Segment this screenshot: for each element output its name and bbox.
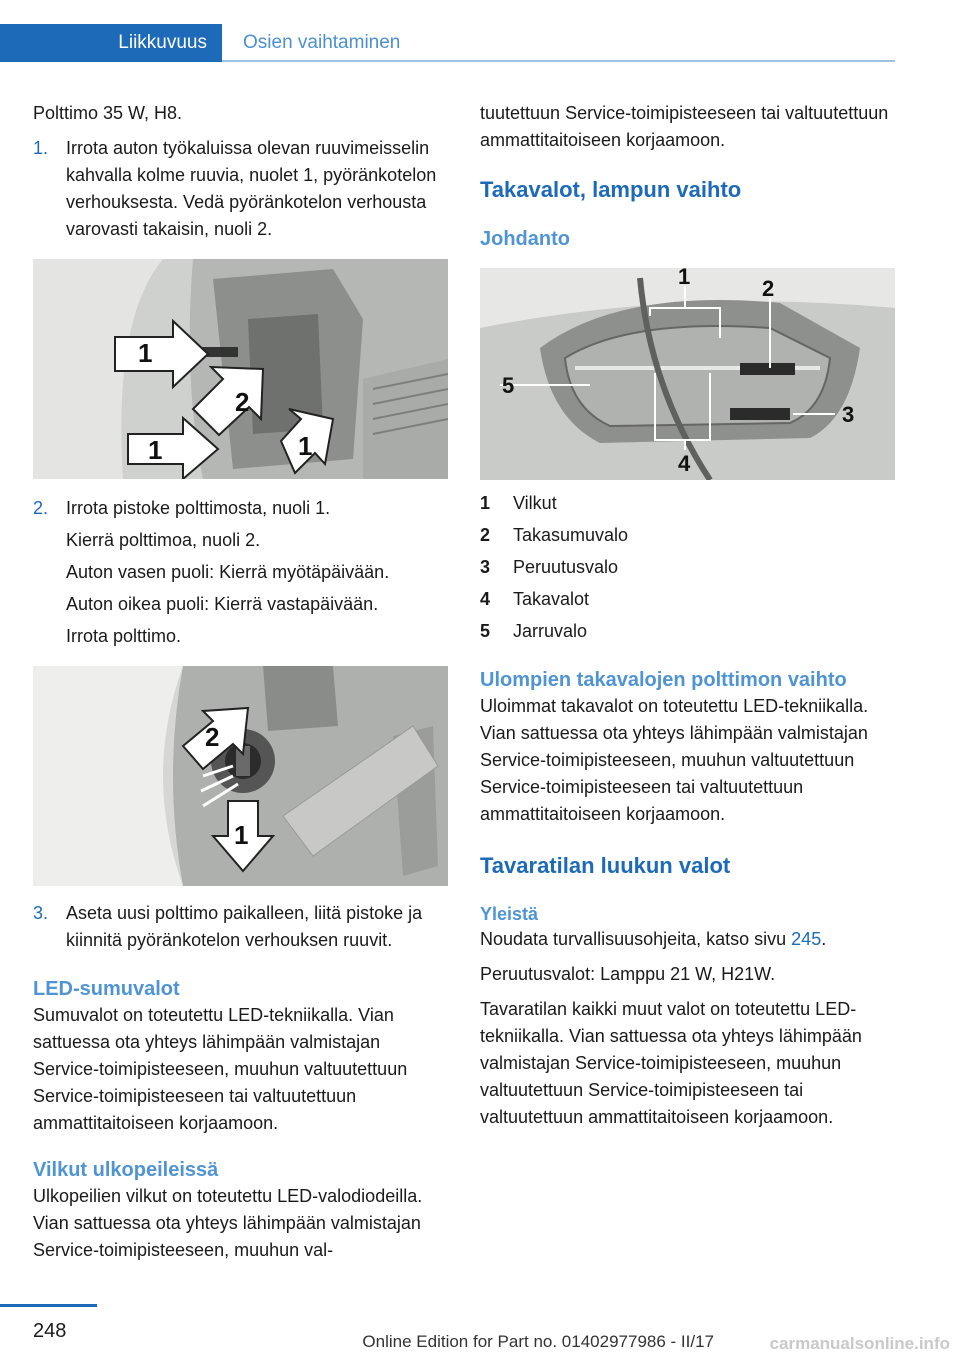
step-2 — [33, 495, 448, 650]
fig1-label: 1 — [298, 431, 313, 461]
heading-ulompien: Ulompien takavalojen polttimon vaihto — [480, 669, 847, 691]
step-line: Irrota polttimo. — [66, 626, 182, 646]
page-number: 248 — [33, 1320, 67, 1342]
fig2-label: 1 — [234, 820, 249, 850]
figure-legend — [480, 490, 895, 645]
figure-bulb-socket — [33, 666, 448, 886]
tab-liikkuvuus[interactable]: Liikkuvuus — [0, 24, 222, 62]
bulb-socket-illustration — [33, 666, 448, 886]
fig1-label: 2 — [235, 387, 250, 417]
figure-wheel-housing — [33, 259, 448, 479]
right-column — [480, 100, 895, 1131]
heading-yleista: Yleistä — [480, 904, 539, 924]
step-line: Auton oikea puoli: Kierrä vastapäivään. — [66, 594, 379, 614]
step-line: Kierrä polttimoa, nuoli 2. — [66, 530, 261, 550]
fig3-label: 4 — [678, 451, 691, 476]
heading-vilkut-ulkopeileissa: Vilkut ulkopeileissä — [33, 1159, 219, 1181]
fig3-label: 2 — [762, 276, 775, 301]
step-text: Aseta uusi polttimo paikalleen, liitä pistoke ja kiinnitä pyöränkotelon verhouksen ruuvit. — [66, 903, 423, 950]
wheel-housing-illustration — [33, 259, 448, 479]
legend-text: Takavalot — [513, 589, 590, 609]
fig3-label: 5 — [502, 373, 515, 398]
left-column — [33, 100, 448, 1264]
paragraph-ulompien: Uloimmat takavalot on toteutettu LED-tekniikalla. Vian sattuessa ota yhteys lähimpään valmistajan Service-toimipisteeseen, muuhun valtuutettuun Service-toimipisteeseen tai valtuutettuun ammattitaitoiseen korjaamoon. — [480, 696, 869, 824]
legend-text: Jarruvalo — [513, 621, 588, 641]
legend-number: 3 — [480, 557, 491, 577]
step-line: Irrota pistoke polttimosta, nuoli 1. — [66, 498, 331, 518]
step-number: 1. — [33, 138, 49, 158]
fig2-label: 2 — [205, 722, 220, 752]
step-1 — [33, 135, 448, 243]
figure-tail-light — [480, 268, 895, 480]
paragraph-kaikki: Tavaratilan kaikki muut valot on toteutettu LED-tekniikalla. Vian sattuessa ota yhteys lähimpään valmistajan Service-toimipisteeseen, muuhun valtuutettuun Service-toimipisteeseen tai valtuutettuun ammattitaitoiseen korjaamoon. — [480, 999, 862, 1127]
edition-text: Online Edition for Part no. 01402977986 - II/17 — [362, 1332, 714, 1351]
step-text: Irrota auton työkaluissa olevan ruuvimeisselin kahvalla kolme ruuvia, nuolet 1, pyöränkotelon verhouksesta. Vedä pyöränkotelon verhousta varovasti takaisin, nuoli 2. — [66, 138, 437, 239]
paragraph-led: Sumuvalot on toteutettu LED-tekniikalla. Vian sattuessa ota yhteys lähimpään valmistajan Service-toimipisteeseen, muuhun valtuutettuun Service-toimipisteeseen tai valtuutettuun ammattitaitoiseen korjaamoon. — [33, 1005, 408, 1133]
heading-johdanto: Johdanto — [480, 228, 570, 250]
step-3 — [33, 900, 448, 954]
step-line: Auton vasen puoli: Kierrä myötäpäivään. — [66, 562, 390, 582]
noudata-suffix: . — [821, 929, 827, 949]
watermark: carmanualsonline.info — [769, 1334, 950, 1353]
heading-takavalot: Takavalot, lampun vaihto — [480, 177, 742, 202]
paragraph-vilkut: Ulkopeilien vilkut on toteutettu LED-valodiodeilla. Vian sattuessa ota yhteys lähimpään valmistajan Service-toimipisteeseen, muuhun val- — [33, 1186, 423, 1260]
fig1-label: 1 — [138, 338, 153, 368]
page-link[interactable]: 245 — [791, 929, 822, 949]
legend-number: 5 — [480, 621, 491, 641]
legend-number: 2 — [480, 525, 491, 545]
legend-number: 1 — [480, 493, 491, 513]
legend-text: Peruutusvalo — [513, 557, 619, 577]
paragraph-peruutus: Peruutusvalot: Lamppu 21 W, H21W. — [480, 964, 776, 984]
tab-osien-vaihtaminen[interactable]: Osien vaihtaminen — [243, 32, 401, 53]
continued-text: tuutettuun Service-toimipisteeseen tai valtuutettuun ammattitaitoiseen korjaamoon. — [480, 103, 889, 150]
footer-rule — [0, 1304, 97, 1307]
noudata-text: Noudata turvallisuusohjeita, katso sivu — [480, 929, 792, 949]
step-number: 2. — [33, 498, 49, 518]
fig3-label: 1 — [678, 268, 691, 289]
fig1-label: 1 — [148, 435, 163, 465]
tab-divider — [222, 60, 895, 62]
fig3-label: 3 — [842, 402, 855, 427]
legend-text: Vilkut — [513, 493, 557, 513]
intro-text: Polttimo 35 W, H8. — [33, 103, 183, 123]
header-tabs — [0, 24, 895, 64]
heading-led-sumuvalot: LED-sumuvalot — [33, 978, 180, 1000]
legend-number: 4 — [480, 589, 491, 609]
heading-tavaratila: Tavaratilan luukun valot — [480, 853, 731, 878]
legend-text: Takasumuvalo — [513, 525, 629, 545]
step-number: 3. — [33, 903, 49, 923]
tail-light-illustration — [480, 268, 895, 480]
paragraph-noudata — [480, 926, 895, 953]
